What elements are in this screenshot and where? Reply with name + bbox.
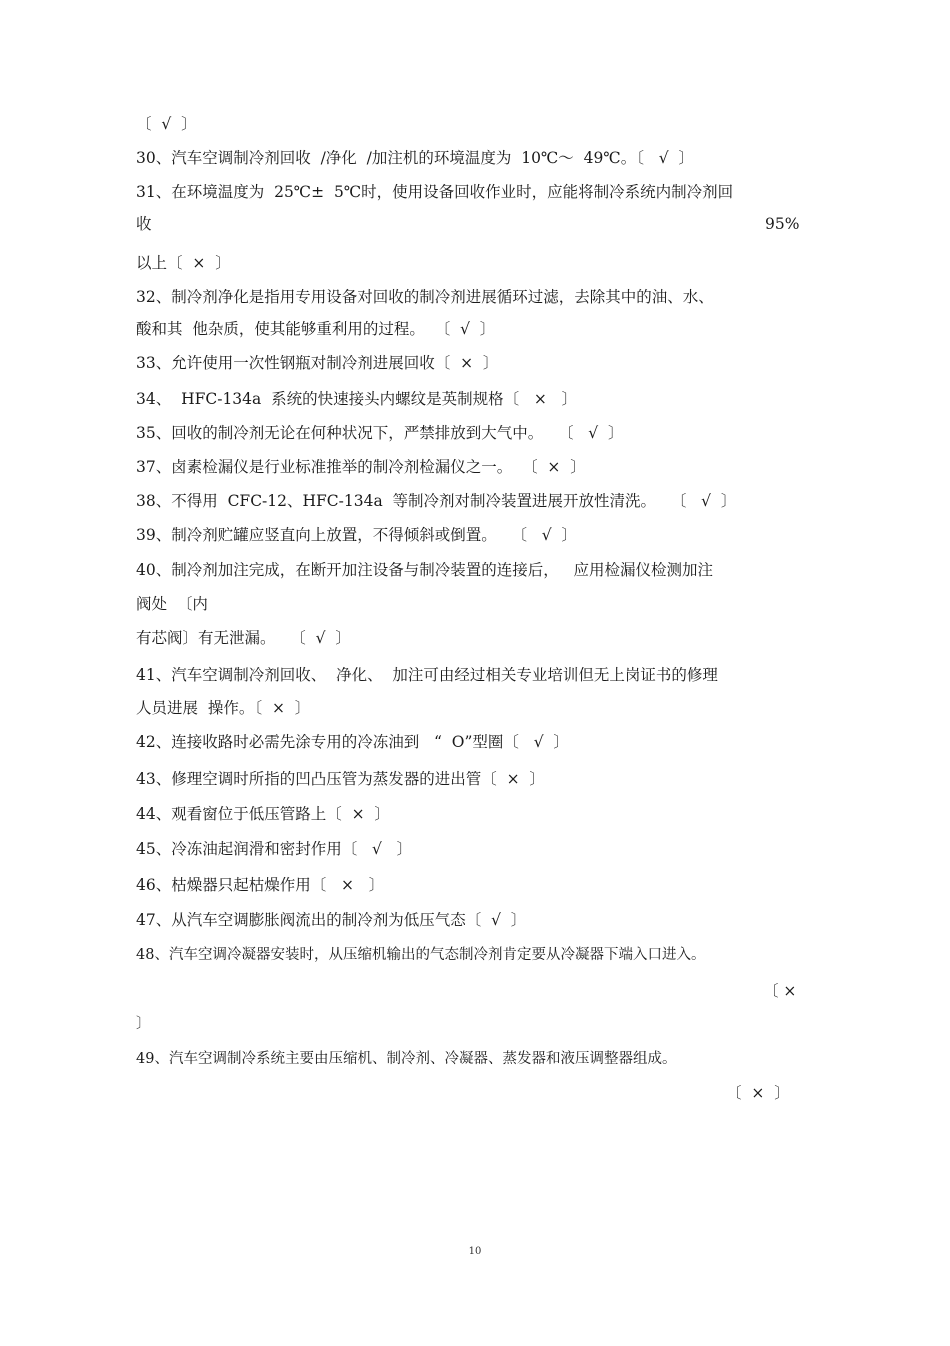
question-48: 48、汽车空调冷凝器安装时，从压缩机输出的气态制冷剂肯定要从冷凝器下端入口进入。 (136, 947, 706, 963)
question-44: 44、观看窗位于低压管路上〔 × 〕 (136, 805, 390, 823)
question-31-answer: 以上〔 × 〕 (136, 254, 231, 272)
question-49-answer: 〔 × 〕 (726, 1084, 790, 1102)
question-45: 45、冷冻油起润滑和密封作用〔 √ 〕 (136, 840, 413, 858)
question-46: 46、枯燥器只起枯燥作用〔 × 〕 (136, 876, 385, 894)
question-31: 31、在环境温度为 25℃± 5℃时，使用设备回收作业时，应能将制冷系统内制冷剂回 (136, 183, 734, 201)
page-number: 10 (468, 1246, 482, 1257)
question-40-cont: 阀处 〔内 (136, 595, 208, 613)
question-39: 39、制冷剂贮罐应竖直向上放置，不得倾斜或倒置。 〔 √ 〕 (136, 526, 578, 544)
question-38: 38、不得用 CFC-12、HFC-134a 等制冷剂对制冷装置进展开放性清洗。 〔 √ 〕 (136, 492, 737, 510)
question-42: 42、连接收路时必需先涂专用的冷冻油到 “ O”型圈〔 √ 〕 (136, 733, 569, 751)
answer-line: 〔 √ 〕 (136, 115, 197, 133)
question-32-cont: 酸和其 他杂质，使其能够重利用的过程。 〔 √ 〕 (136, 320, 496, 338)
question-35: 35、回收的制冷剂无论在何种状况下，严禁排放到大气中。 〔 √ 〕 (136, 424, 624, 442)
question-30: 30、汽车空调制冷剂回收 /净化 /加注机的环境温度为 10℃～ 49℃。〔 √ 〕 (136, 149, 694, 167)
question-31-percent: 95% (765, 215, 800, 233)
question-34: 34、 HFC-134a 系统的快速接头内螺纹是英制规格〔 × 〕 (136, 390, 578, 408)
question-41-cont: 人员进展 操作。〔 × 〕 (136, 699, 311, 717)
question-41: 41、汽车空调制冷剂回收、 净化、 加注可由经过相关专业培训但无上岗证书的修理 (136, 666, 718, 684)
question-49: 49、汽车空调制冷系统主要由压缩机、制冷剂、冷凝器、蒸发器和液压调整器组成。 (136, 1051, 677, 1067)
question-32: 32、制冷剂净化是指用专用设备对回收的制冷剂进展循环过滤，去除其中的油、水、 (136, 288, 714, 306)
question-40-answer: 有芯阀〕有无泄漏。 〔 √ 〕 (136, 629, 351, 647)
question-47: 47、从汽车空调膨胀阀流出的制冷剂为低压气态〔 √ 〕 (136, 911, 527, 929)
question-31-cont: 收 (136, 215, 152, 233)
question-43: 43、修理空调时所指的凹凸压管为蒸发器的进出管〔 × 〕 (136, 770, 545, 788)
question-33: 33、允许使用一次性钢瓶对制冷剂进展回收〔 × 〕 (136, 354, 499, 372)
question-37: 37、卤素检漏仪是行业标准推举的制冷剂检漏仪之一。 〔 × 〕 (136, 458, 586, 476)
question-48-answer-close: 〕 (136, 1016, 151, 1032)
question-40: 40、制冷剂加注完成，在断开加注设备与制冷装置的连接后， 应用检漏仪检测加注 (136, 561, 714, 579)
question-48-answer: 〔 × (763, 982, 797, 1000)
